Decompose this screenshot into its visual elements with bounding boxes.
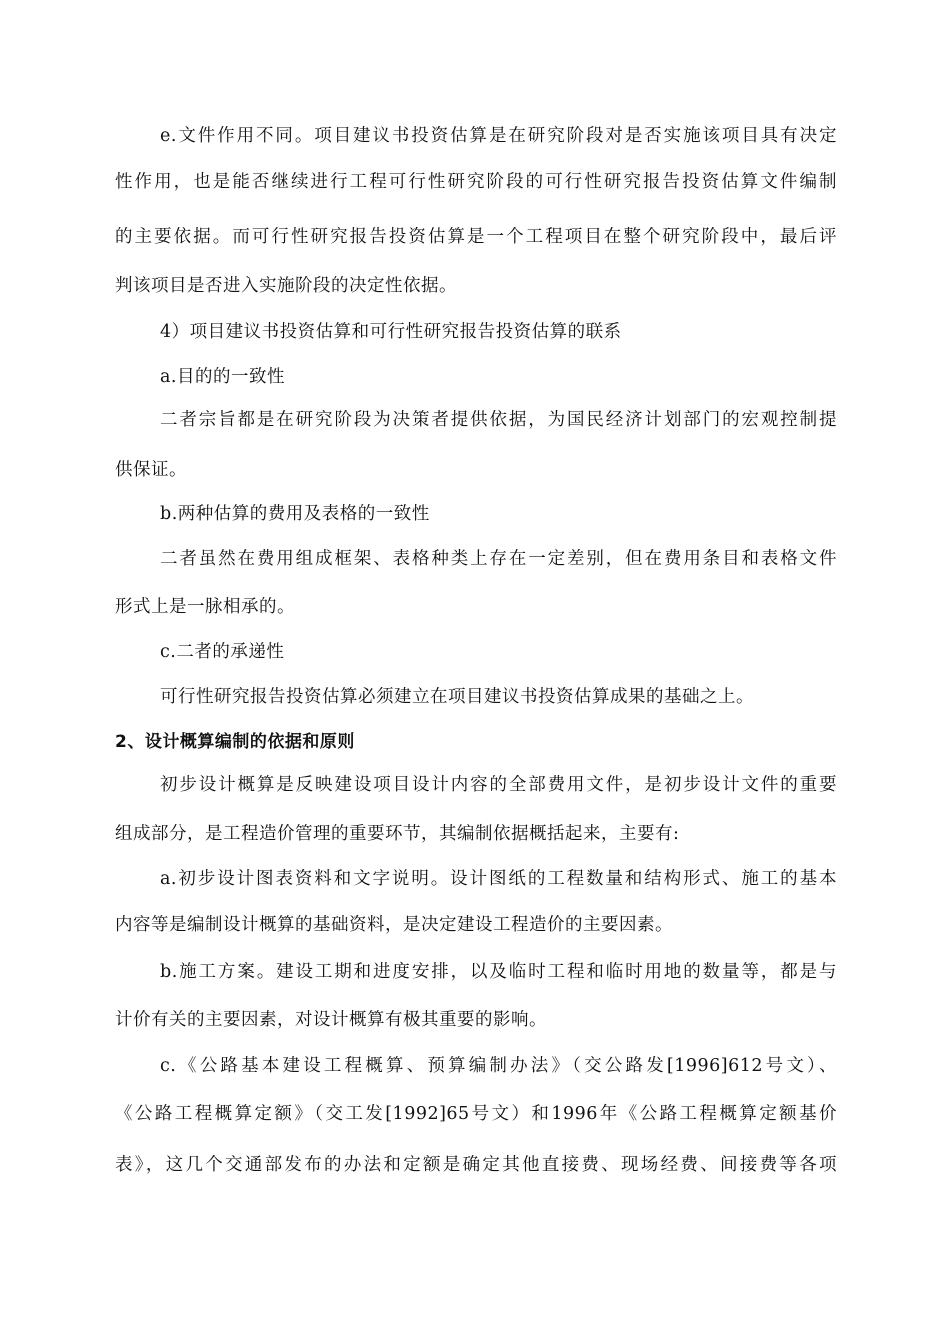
paragraph-line: 表》，这几个交通部发布的办法和定额是确定其他直接费、现场经费、间接费等各项 xyxy=(115,1155,837,1175)
paragraph-line: e.文件作用不同。项目建议书投资估算是在研究阶段对是否实施该项目具有决定 xyxy=(160,126,837,146)
list-item-title: c.二者的承递性 xyxy=(160,642,285,662)
paragraph-line: 供保证。 xyxy=(115,460,187,480)
paragraph-line: 内容等是编制设计概算的基础资料，是决定建设工程造价的主要因素。 xyxy=(115,915,673,935)
paragraph-line: 初步设计概算是反映建设项目设计内容的全部费用文件，是初步设计文件的重要 xyxy=(160,775,837,795)
paragraph-line: 判该项目是否进入实施阶段的决定性依据。 xyxy=(115,276,457,296)
list-item-title: a.目的的一致性 xyxy=(160,367,285,387)
paragraph-line: 组成部分，是工程造价管理的重要环节，其编制依据概括起来，主要有: xyxy=(115,824,680,844)
paragraph-line: 《公路工程概算定额》（交工发[1992]65号文）和1996年《公路工程概算定额基价 xyxy=(115,1104,837,1124)
paragraph-line: 可行性研究报告投资估算必须建立在项目建议书投资估算成果的基础之上。 xyxy=(160,687,754,707)
paragraph-line: 计价有关的主要因素，对设计概算有极其重要的影响。 xyxy=(115,1010,547,1030)
paragraph-line: 二者虽然在费用组成框架、表格种类上存在一定差别，但在费用条目和表格文件 xyxy=(160,549,837,569)
paragraph-line: 二者宗旨都是在研究阶段为决策者提供依据，为国民经济计划部门的宏观控制提 xyxy=(160,410,837,430)
paragraph-line: 的主要依据。而可行性研究报告投资估算是一个工程项目在整个研究阶段中，最后评 xyxy=(115,227,837,247)
section-subheading: 4）项目建议书投资估算和可行性研究报告投资估算的联系 xyxy=(160,322,622,342)
paragraph-line: 性作用，也是能否继续进行工程可行性研究阶段的可行性研究报告投资估算文件编制 xyxy=(115,172,837,192)
paragraph-line: a.初步设计图表资料和文字说明。设计图纸的工程数量和结构形式、施工的基本 xyxy=(160,869,837,889)
list-item-title: b.两种估算的费用及表格的一致性 xyxy=(160,504,430,524)
paragraph-line: 形式上是一脉相承的。 xyxy=(115,597,295,617)
section-heading: 2、设计概算编制的依据和原则 xyxy=(115,732,355,752)
paragraph-line: c.《公路基本建设工程概算、预算编制办法》（交公路发[1996]612号文）、 xyxy=(160,1056,837,1076)
paragraph-line: b.施工方案。建设工期和进度安排，以及临时工程和临时用地的数量等，都是与 xyxy=(160,962,837,982)
